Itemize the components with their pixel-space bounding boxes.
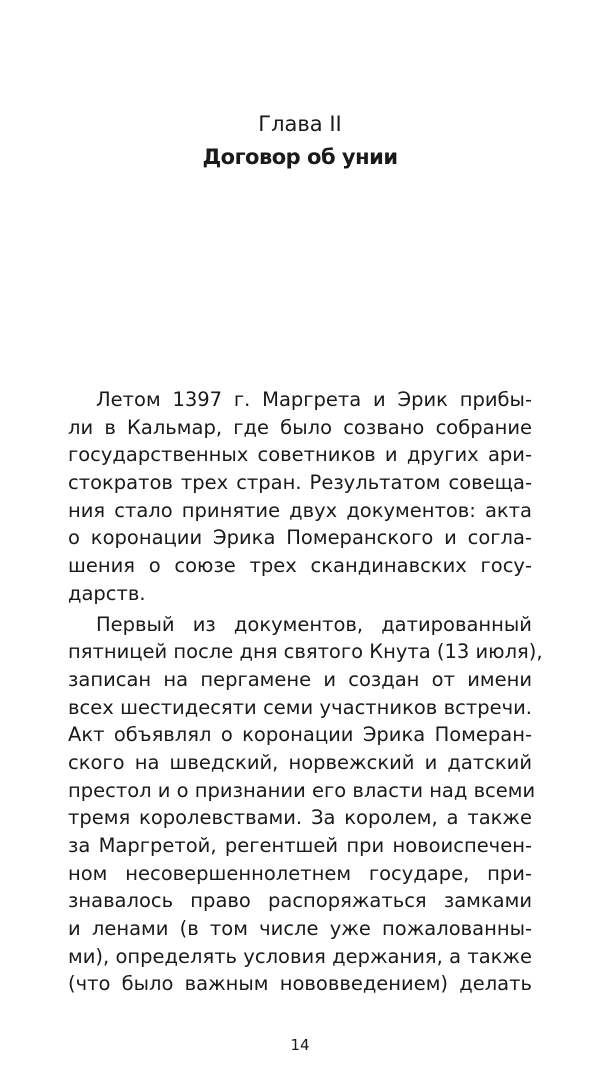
text-line: Летом 1397 г. Маргрета и Эрик прибы- xyxy=(96,388,532,411)
page-number: 14 xyxy=(290,1036,310,1054)
text-line: тремя королевствами. За королем, а также xyxy=(68,806,532,830)
text-line: о коронации Эрика Померанского и согла- xyxy=(68,526,532,550)
text-line: ния стало принятие двух документов: акта xyxy=(68,498,532,522)
text-line: знавалось право распоряжаться замками xyxy=(68,889,532,913)
text-line: Акт объявлял о коронации Эрика Померан- xyxy=(68,723,532,747)
text-line: шения о союзе трех скандинавских госу- xyxy=(68,554,532,578)
text-line: Первый из документов, датированный xyxy=(96,612,532,636)
text-line: ского на шведский, норвежский и датский xyxy=(68,750,532,774)
text-line: государственных советников и других ари- xyxy=(68,443,532,467)
text-line: пятницей после дня святого Кнута (13 июля), xyxy=(68,640,543,664)
chapter-label: Глава II xyxy=(258,112,342,136)
text-line: записан на пергамене и создан от имени xyxy=(68,667,532,691)
text-line: ми), определять условия держания, а также xyxy=(68,944,532,968)
text-line: ли в Кальмар, где было созвано собрание xyxy=(68,415,532,439)
text-line: стократов трех стран. Результатом совеща- xyxy=(68,471,532,495)
text-line: и ленами (в том числе уже пожалованны- xyxy=(68,917,532,941)
text-line: (что было важным нововведением) делать xyxy=(68,972,532,996)
text-line: за Маргретой, регентшей при новоиспечен- xyxy=(68,834,532,857)
text-line: престол и о признании его власти над всеми xyxy=(68,778,536,802)
text-line: ном несовершеннолетнем государе, при- xyxy=(68,861,532,885)
text-line: всех шестидесяти семи участников встречи. xyxy=(68,695,532,719)
paragraph xyxy=(68,611,543,999)
body-text xyxy=(68,386,543,998)
chapter-title: Договор об унии xyxy=(202,145,398,169)
paragraph xyxy=(68,386,532,608)
text-line: дарств. xyxy=(68,581,146,605)
